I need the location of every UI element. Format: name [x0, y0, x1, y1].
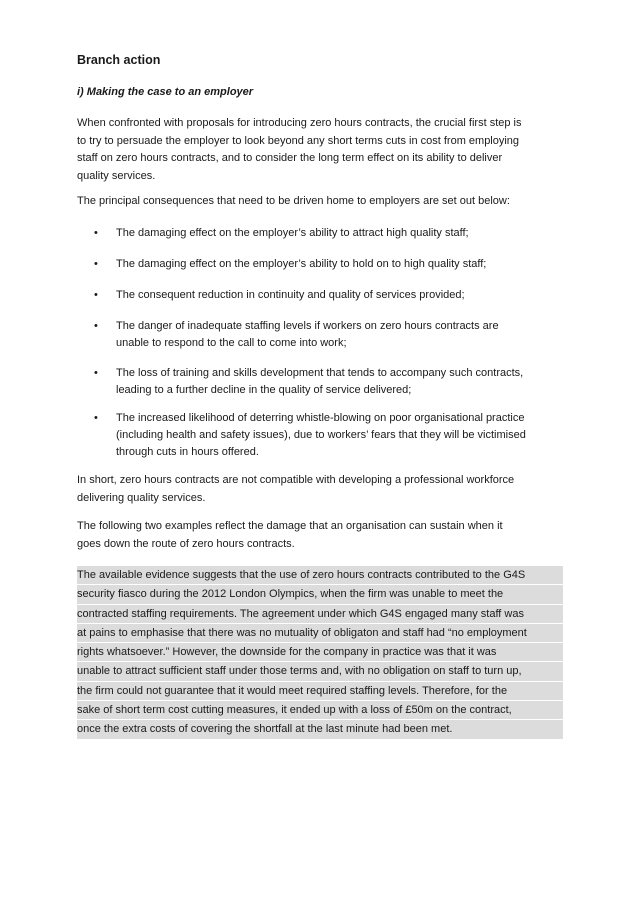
examples-intro-paragraph	[77, 518, 567, 553]
subsection-heading: i) Making the case to an employer	[77, 86, 254, 98]
case-study-line: contracted staffing requirements. The agreement under which G4S engaged many staff was	[77, 605, 563, 624]
intro-line: quality services.	[77, 169, 156, 182]
intro-line: When confronted with proposals for introducing zero hours contracts, the crucial first step is	[77, 117, 522, 129]
case-study-line: The available evidence suggests that the use of zero hours contracts contributed to the G4S	[77, 566, 563, 585]
bullet-icon: •	[94, 412, 98, 424]
bullet-line: through cuts in hours offered.	[116, 446, 259, 458]
bullet-icon: •	[94, 320, 98, 332]
bullet-icon: •	[94, 289, 98, 301]
examples-intro-line: goes down the route of zero hours contracts.	[77, 537, 295, 550]
intro-paragraph	[77, 115, 567, 185]
bullet-line: The loss of training and skills development that tends to accompany such contracts,	[116, 367, 524, 379]
case-study-line: security fiasco during the 2012 London Olympics, when the firm was unable to meet the	[77, 585, 563, 604]
bullet-line: (including health and safety issues), due to workers’ fears that they will be victimised	[116, 429, 526, 441]
section-heading: Branch action	[77, 53, 161, 67]
summary-paragraph	[77, 472, 567, 507]
bullet-line: The damaging effect on the employer’s ability to attract high quality staff;	[116, 227, 469, 239]
case-study-line: rights whatsoever.” However, the downside for the company in practice was that it was	[77, 643, 563, 662]
case-study-line: at pains to emphasise that there was no mutuality of obligaton and staff had “no employment	[77, 624, 563, 643]
bullet-icon: •	[94, 227, 98, 239]
bullet-line: The damaging effect on the employer’s ability to hold on to high quality staff;	[116, 258, 487, 270]
bullet-line: The increased likelihood of deterring whistle-blowing on poor organisational practice	[116, 412, 525, 424]
case-study-line: the firm could not guarantee that it would meet required staffing levels. Therefore, for the	[77, 682, 563, 701]
case-study-box	[77, 566, 563, 740]
lead-in-paragraph: The principal consequences that need to be driven home to employers are set out below:	[77, 195, 510, 207]
case-study-line: sake of short term cost cutting measures, it ended up with a loss of £50m on the contract,	[77, 701, 563, 720]
case-study-line: unable to attract sufficient staff under those terms and, with no obligation on staff to turn up,	[77, 662, 563, 681]
summary-line: In short, zero hours contracts are not compatible with developing a professional workforce	[77, 474, 515, 486]
case-study-line: once the extra costs of covering the shortfall at the last minute had been met.	[77, 720, 563, 739]
intro-line: staff on zero hours contracts, and to consider the long term effect on its ability to deliver	[77, 152, 503, 164]
bullet-line: unable to respond to the call to come into work;	[116, 337, 347, 349]
bullet-line: The danger of inadequate staffing levels if workers on zero hours contracts are	[116, 320, 499, 332]
bullet-line: leading to a further decline in the quality of service delivered;	[116, 384, 412, 396]
bullet-icon: •	[94, 258, 98, 270]
bullet-line: The consequent reduction in continuity and quality of services provided;	[116, 289, 465, 301]
bullet-icon: •	[94, 367, 98, 379]
intro-line: to try to persuade the employer to look beyond any short terms cuts in cost from employing	[77, 134, 520, 147]
examples-intro-line: The following two examples reflect the damage that an organisation can sustain when it	[77, 520, 503, 532]
summary-line: delivering quality services.	[77, 491, 206, 504]
